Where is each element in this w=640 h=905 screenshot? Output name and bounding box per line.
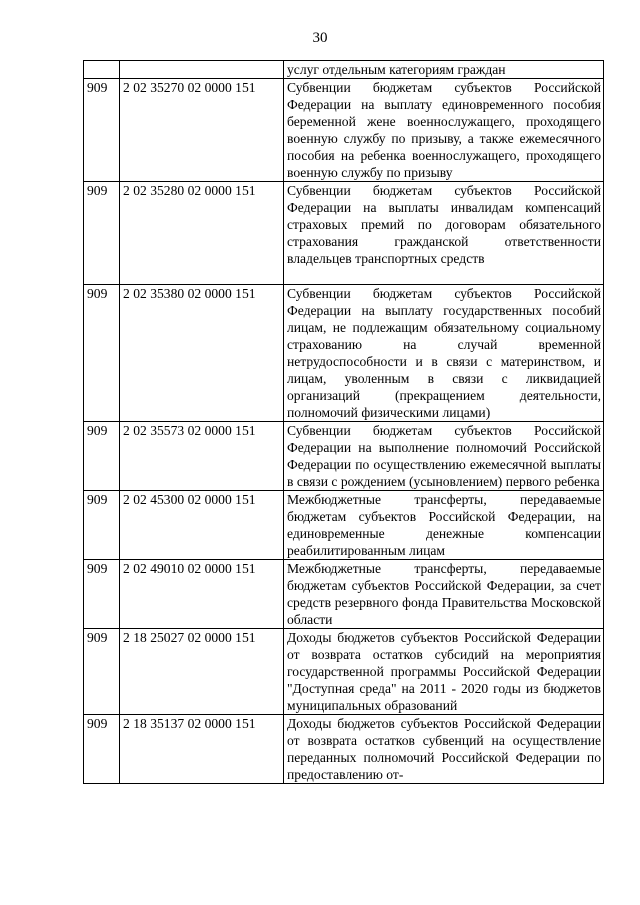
- description-text: Межбюджетные трансферты, передаваемые бюджетам субъектов Российской Федерации, за счет средств резервного фонда Правительства Московской области: [287, 561, 601, 627]
- table-row: [84, 285, 604, 422]
- admin-code-cell: 909: [84, 285, 120, 422]
- description-text: Субвенции бюджетам субъектов Российской Федерации на выполнение полномочий Российской Федерации по осуществлению ежемесячной выплаты в связи с рождением (усыновлением) первого ребенка: [287, 423, 601, 489]
- description-text: Межбюджетные трансферты, передаваемые бюджетам субъектов Российской Федерации, на единовременные денежные компенсации реабилитированным лицам: [287, 492, 601, 558]
- description-cell: [284, 182, 604, 285]
- description-text: Субвенции бюджетам субъектов Российской Федерации на выплаты инвалидам компенсаций страховых премий по договорам обязательного страхования гражданской ответственности владельцев транспортных средств: [287, 183, 601, 266]
- budget-code-cell: 2 02 45300 02 0000 151: [120, 491, 284, 560]
- table-row: [84, 422, 604, 491]
- admin-code-cell: 909: [84, 560, 120, 629]
- budget-code-cell: 2 02 35380 02 0000 151: [120, 285, 284, 422]
- admin-code-cell: [84, 61, 120, 79]
- table-row: [84, 182, 604, 285]
- budget-code-cell: 2 02 35280 02 0000 151: [120, 182, 284, 285]
- table-row: [84, 79, 604, 182]
- description-cell: [284, 79, 604, 182]
- description-text: услуг отдельным категориям граждан: [287, 62, 506, 77]
- description-cell: [284, 560, 604, 629]
- description-text: Субвенции бюджетам субъектов Российской Федерации на выплату единовременного пособия беременной жене военнослужащего, проходящего военную службу по призыву, а также ежемесячного пособия на ребенка военнослужащего, проходящего военную службу по призыву: [287, 80, 601, 180]
- admin-code-cell: 909: [84, 79, 120, 182]
- table-row: [84, 560, 604, 629]
- description-cell: [284, 61, 604, 79]
- budget-code-cell: 2 02 49010 02 0000 151: [120, 560, 284, 629]
- budget-code-cell: 2 18 35137 02 0000 151: [120, 715, 284, 784]
- admin-code-cell: 909: [84, 182, 120, 285]
- table-row: [84, 491, 604, 560]
- budget-code-cell: 2 18 25027 02 0000 151: [120, 629, 284, 715]
- budget-codes-table: [83, 60, 604, 784]
- budget-code-cell: 2 02 35270 02 0000 151: [120, 79, 284, 182]
- table-row: [84, 61, 604, 79]
- table-row: [84, 629, 604, 715]
- description-cell: [284, 715, 604, 784]
- description-text: Субвенции бюджетам субъектов Российской Федерации на выплату государственных пособий лицам, не подлежащим обязательному социальному страхованию на случай временной нетрудоспособности и в связи с материнством, и лицам, уволенным в связи с ликвидацией организаций (прекращением деятельности, полномочий физическими лицами): [287, 286, 601, 420]
- budget-code-cell: [120, 61, 284, 79]
- admin-code-cell: 909: [84, 629, 120, 715]
- description-cell: [284, 422, 604, 491]
- admin-code-cell: 909: [84, 491, 120, 560]
- description-text: Доходы бюджетов субъектов Российской Федерации от возврата остатков субвенций на осуществление переданных полномочий Российской Федерации по предоставлению от-: [287, 716, 601, 782]
- page-number: 30: [312, 30, 328, 46]
- budget-code-cell: 2 02 35573 02 0000 151: [120, 422, 284, 491]
- admin-code-cell: 909: [84, 715, 120, 784]
- description-text: Доходы бюджетов субъектов Российской Федерации от возврата остатков субсидий на мероприятия государственной программы Российской Федерации "Доступная среда" на 2011 - 2020 годы из бюджетов муниципальных образований: [287, 630, 601, 713]
- description-cell: [284, 629, 604, 715]
- row-spacer: [287, 267, 601, 284]
- table-row: [84, 715, 604, 784]
- description-cell: [284, 491, 604, 560]
- description-cell: [284, 285, 604, 422]
- admin-code-cell: 909: [84, 422, 120, 491]
